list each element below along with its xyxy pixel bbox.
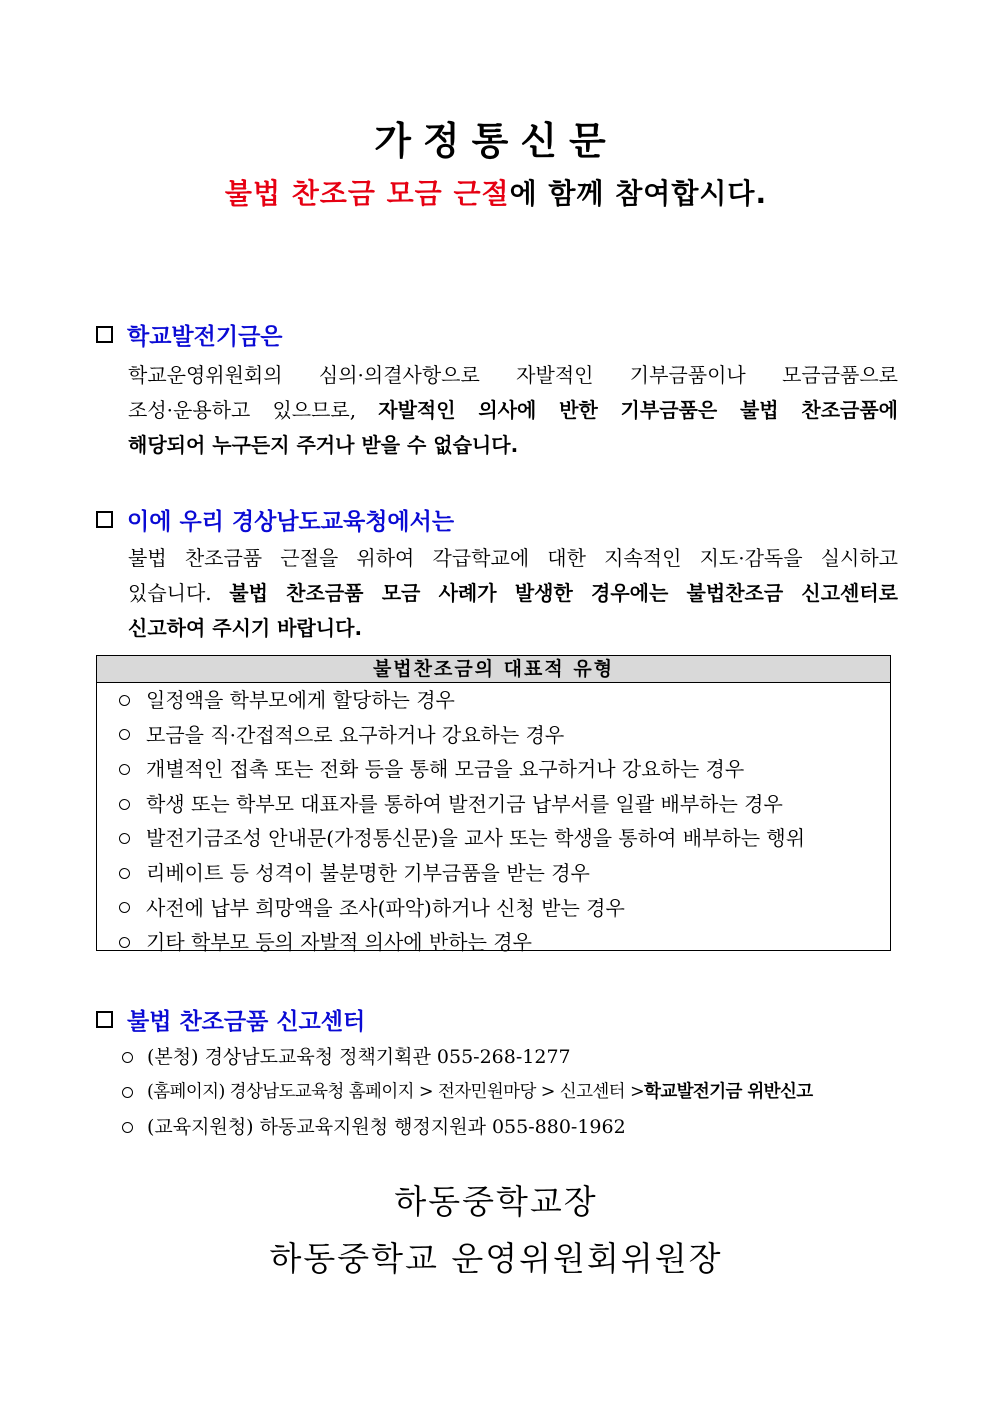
checkbox-icon xyxy=(96,326,113,343)
circle-bullet-icon xyxy=(122,1087,133,1098)
document-title: 가정통신문 xyxy=(374,119,618,163)
paragraph-line xyxy=(128,576,898,611)
list-item-text: (교육지원청) 하동교육지원청 행정지원과 055-880-1962 xyxy=(147,1116,626,1138)
section-heading-text: 불법 찬조금품 신고센터 xyxy=(127,1009,366,1035)
circle-bullet-icon xyxy=(119,868,130,879)
circle-bullet-icon xyxy=(122,1122,133,1133)
list-item-text: 모금을 직·간접적으로 요구하거나 강요하는 경우 xyxy=(146,722,565,747)
circle-bullet-icon xyxy=(119,937,130,948)
list-item xyxy=(119,718,890,753)
circle-bullet-icon xyxy=(119,764,130,775)
list-item-bold-text: 학교발전기금 위반신고 xyxy=(644,1082,813,1102)
section-paragraph-education-office xyxy=(128,541,898,646)
list-item xyxy=(122,1040,813,1075)
circle-bullet-icon xyxy=(119,799,130,810)
types-box-header: 불법찬조금의 대표적 유형 xyxy=(97,656,890,683)
list-item xyxy=(119,821,890,856)
list-item xyxy=(119,856,890,891)
section-heading-report-center xyxy=(96,1003,365,1036)
report-center-list xyxy=(122,1040,813,1145)
circle-bullet-icon xyxy=(119,833,130,844)
illegal-donation-types-box xyxy=(96,655,891,955)
line-bold-text: 신고하여 주시기 바랍니다. xyxy=(128,616,363,640)
paragraph-line xyxy=(128,358,898,393)
list-item-text: (본청) 경상남도교육청 정책기획관 055-268-1277 xyxy=(147,1046,571,1068)
subtitle-rest: 에 함께 참여합시다. xyxy=(509,177,768,210)
signature-committee-chair: 하동중학교 운영위원회위원장 xyxy=(269,1239,723,1278)
document-subtitle xyxy=(0,172,992,212)
section-heading-text: 학교발전기금은 xyxy=(127,324,283,350)
list-item xyxy=(119,752,890,787)
list-item-text: 일정액을 학부모에게 할당하는 경우 xyxy=(146,688,455,712)
line-bold-text: 해당되어 누구든지 주거나 받을 수 없습니다. xyxy=(128,433,519,457)
list-item xyxy=(122,1075,813,1110)
circle-bullet-icon xyxy=(119,729,130,740)
list-item xyxy=(119,787,890,822)
checkbox-icon xyxy=(96,1011,113,1028)
circle-bullet-icon xyxy=(122,1052,133,1063)
list-item xyxy=(119,925,890,960)
checkbox-icon xyxy=(96,511,113,528)
line-bold-text: 불법 찬조금품 모금 사례가 발생한 경우에는 불법찬조금 신고센터로 xyxy=(229,581,899,605)
signature-principal: 하동중학교장 xyxy=(394,1182,598,1221)
line-bold-text: 자발적인 의사에 반한 기부금품은 불법 찬조금품에 xyxy=(378,398,898,422)
list-item xyxy=(119,891,890,926)
circle-bullet-icon xyxy=(119,695,130,706)
types-list xyxy=(97,683,890,960)
list-item xyxy=(122,1110,813,1145)
paragraph-line xyxy=(128,428,898,463)
paragraph-line xyxy=(128,393,898,428)
list-item-text: 기타 학부모 등의 자발적 의사에 반하는 경우 xyxy=(146,930,532,955)
list-item xyxy=(119,683,890,718)
paragraph-line xyxy=(128,541,898,576)
circle-bullet-icon xyxy=(119,902,130,913)
list-item-text: (홈페이지) 경상남도교육청 홈페이지 > 전자민원마당 > 신고센터 > xyxy=(147,1082,645,1102)
section-heading-school-fund xyxy=(96,318,283,351)
list-item-text: 리베이트 등 성격이 불분명한 기부금품을 받는 경우 xyxy=(146,860,590,885)
list-item-text: 학생 또는 학부모 대표자를 통하여 발전기금 납부서를 일괄 배부하는 경우 xyxy=(146,791,783,816)
line-text: 있습니다. xyxy=(128,581,230,605)
subtitle-highlight: 불법 찬조금 모금 근절 xyxy=(224,177,510,210)
line-text: 조성·운용하고 있으므로, xyxy=(128,398,379,422)
section-paragraph-school-fund xyxy=(128,358,898,463)
section-heading-text: 이에 우리 경상남도교육청에서는 xyxy=(127,509,455,535)
list-item-text: 개별적인 접촉 또는 전화 등을 통해 모금을 요구하거나 강요하는 경우 xyxy=(146,757,745,782)
line-text: 불법 찬조금품 근절을 위하여 각급학교에 대한 지속적인 지도·감독을 실시하고 xyxy=(128,546,898,570)
list-item-text: 사전에 납부 희망액을 조사(파악)하거나 신청 받는 경우 xyxy=(146,895,625,920)
list-item-text: 발전기금조성 안내문(가정통신문)을 교사 또는 학생을 통하여 배부하는 행위 xyxy=(146,826,806,851)
line-text: 학교운영위원회의 심의·의결사항으로 자발적인 기부금품이나 모금금품으로 xyxy=(128,363,898,387)
paragraph-line xyxy=(128,611,898,646)
section-heading-education-office xyxy=(96,503,454,536)
